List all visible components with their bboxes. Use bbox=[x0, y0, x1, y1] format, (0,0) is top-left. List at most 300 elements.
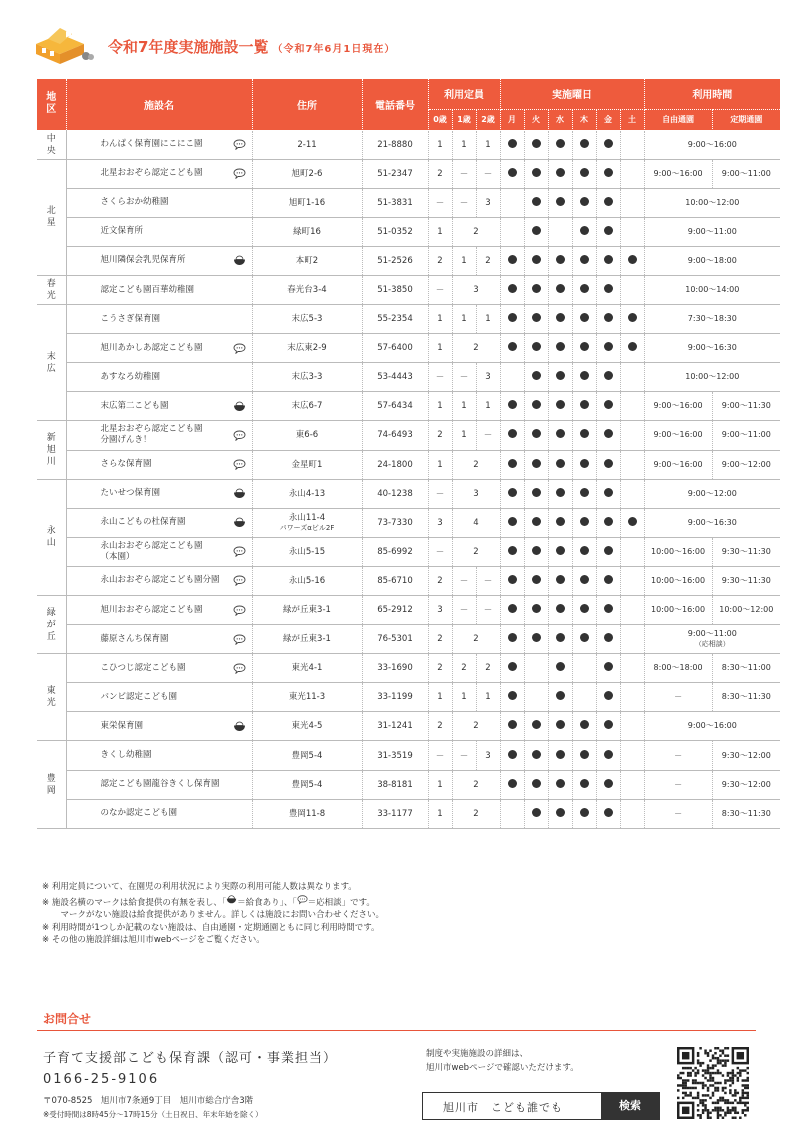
table-row bbox=[37, 334, 780, 363]
day-cell bbox=[548, 770, 572, 799]
day-cell bbox=[548, 479, 572, 508]
available-dot bbox=[628, 342, 637, 351]
day-cell bbox=[524, 363, 548, 392]
facility-address: 金星町1 bbox=[252, 450, 362, 479]
day-cell bbox=[500, 392, 524, 421]
facility-phone: 57-6400 bbox=[362, 334, 428, 363]
day-cell bbox=[500, 450, 524, 479]
available-dot bbox=[604, 546, 613, 555]
day-cell bbox=[572, 479, 596, 508]
meal-mark bbox=[227, 188, 252, 217]
meal-mark bbox=[227, 770, 252, 799]
meal-icon bbox=[226, 894, 237, 905]
available-dot bbox=[604, 255, 613, 264]
available-dot bbox=[556, 779, 565, 788]
day-cell bbox=[524, 596, 548, 625]
facility-phone: 51-0352 bbox=[362, 217, 428, 246]
cap-age-2: － bbox=[476, 159, 500, 188]
cap-age-0: 3 bbox=[428, 508, 452, 537]
day-cell bbox=[620, 566, 644, 595]
area-cell: 中央 bbox=[37, 130, 66, 159]
contact-address: 〒070-8525 旭川市7条通9丁目 旭川市総合庁舎3階 bbox=[43, 1096, 254, 1106]
col-days: 実施曜日 bbox=[500, 79, 644, 109]
day-cell bbox=[548, 683, 572, 712]
col-day-0: 月 bbox=[500, 109, 524, 130]
day-cell bbox=[620, 625, 644, 654]
day-cell bbox=[620, 508, 644, 537]
facility-phone: 38-8181 bbox=[362, 770, 428, 799]
time-regular: 9:00～11:00 bbox=[712, 159, 780, 188]
time-cell: 9:00～16:00 bbox=[644, 712, 780, 741]
available-dot bbox=[556, 342, 565, 351]
day-cell bbox=[500, 712, 524, 741]
day-cell bbox=[620, 334, 644, 363]
day-cell bbox=[524, 625, 548, 654]
consult-icon bbox=[233, 634, 246, 645]
cap-age-0: － bbox=[428, 275, 452, 304]
facility-name: 永山こどもの杜保育園 bbox=[66, 508, 227, 537]
consult-icon bbox=[297, 894, 308, 905]
time-cell: 10:00～14:00 bbox=[644, 275, 780, 304]
time-regular: 9:30～12:00 bbox=[712, 741, 780, 770]
cap-age-0: － bbox=[428, 479, 452, 508]
col-capacity: 利用定員 bbox=[428, 79, 500, 109]
available-dot bbox=[580, 779, 589, 788]
facility-name: さくらおか幼稚園 bbox=[66, 188, 227, 217]
cap-age-0: 2 bbox=[428, 566, 452, 595]
day-cell bbox=[596, 275, 620, 304]
meal-mark bbox=[227, 334, 252, 363]
area-cell: 永山 bbox=[37, 479, 66, 595]
day-cell bbox=[620, 654, 644, 683]
available-dot bbox=[508, 313, 517, 322]
day-cell bbox=[524, 188, 548, 217]
cap-age-1: － bbox=[452, 188, 476, 217]
available-dot bbox=[508, 662, 517, 671]
time-free: － bbox=[644, 799, 712, 828]
day-cell bbox=[524, 159, 548, 188]
available-dot bbox=[556, 488, 565, 497]
available-dot bbox=[532, 488, 541, 497]
available-dot bbox=[508, 575, 517, 584]
contact-hours: ※受付時間は8時45分～17時15分（土日祝日、年末年始を除く） bbox=[43, 1110, 263, 1119]
meal-mark bbox=[227, 246, 252, 275]
time-regular: 8:30～11:30 bbox=[712, 683, 780, 712]
area-cell: 新旭川 bbox=[37, 421, 66, 479]
available-dot bbox=[580, 313, 589, 322]
search-term: 旭川市 こども誰でも bbox=[443, 1101, 563, 1114]
table-row bbox=[37, 275, 780, 304]
day-cell bbox=[572, 421, 596, 450]
available-dot bbox=[556, 720, 565, 729]
cap-age-0: 2 bbox=[428, 246, 452, 275]
available-dot bbox=[580, 284, 589, 293]
day-cell bbox=[548, 275, 572, 304]
available-dot bbox=[508, 517, 517, 526]
meal-mark bbox=[227, 537, 252, 566]
meal-mark bbox=[227, 625, 252, 654]
day-cell bbox=[500, 217, 524, 246]
day-cell bbox=[500, 305, 524, 334]
available-dot bbox=[556, 517, 565, 526]
day-cell bbox=[572, 217, 596, 246]
col-name: 施設名 bbox=[66, 79, 252, 130]
cap-age-1: － bbox=[452, 566, 476, 595]
available-dot bbox=[604, 371, 613, 380]
time-free: － bbox=[644, 770, 712, 799]
col-day-4: 金 bbox=[596, 109, 620, 130]
facility-address: 旭町1-16 bbox=[252, 188, 362, 217]
note-4: ※ 利用時間が1つしか記載のない施設は、自由通園・定期通園ともに同じ利用時間です。 bbox=[42, 922, 380, 933]
cap-age-1-2: 2 bbox=[452, 334, 500, 363]
time-regular: 10:00～12:00 bbox=[712, 596, 780, 625]
consult-icon bbox=[233, 139, 246, 150]
cap-age-1-2: 4 bbox=[452, 508, 500, 537]
day-cell bbox=[596, 188, 620, 217]
day-cell bbox=[572, 566, 596, 595]
facility-address: 東光4-5 bbox=[252, 712, 362, 741]
meal-icon bbox=[233, 517, 246, 528]
cap-age-0: － bbox=[428, 188, 452, 217]
available-dot bbox=[580, 226, 589, 235]
cap-age-0: 2 bbox=[428, 159, 452, 188]
available-dot bbox=[556, 662, 565, 671]
cap-age-1: 1 bbox=[452, 305, 476, 334]
available-dot bbox=[532, 255, 541, 264]
title-date: （令和7年6月1日現在） bbox=[272, 44, 396, 55]
day-cell bbox=[500, 421, 524, 450]
day-cell bbox=[596, 508, 620, 537]
search-button[interactable]: 検索 bbox=[601, 1093, 659, 1119]
qr-code-icon[interactable] bbox=[677, 1047, 749, 1119]
col-cap-age-0: 0歳 bbox=[428, 109, 452, 130]
facility-address: 末広6-7 bbox=[252, 392, 362, 421]
facility-phone: 33-1177 bbox=[362, 799, 428, 828]
available-dot bbox=[604, 720, 613, 729]
facility-name: こひつじ認定こども園 bbox=[66, 654, 227, 683]
cap-age-1: － bbox=[452, 159, 476, 188]
facility-phone: 55-2354 bbox=[362, 305, 428, 334]
day-cell bbox=[548, 305, 572, 334]
available-dot bbox=[604, 400, 613, 409]
day-cell bbox=[620, 683, 644, 712]
day-cell bbox=[620, 741, 644, 770]
available-dot bbox=[604, 168, 613, 177]
meal-icon bbox=[233, 255, 246, 266]
available-dot bbox=[556, 400, 565, 409]
meal-mark bbox=[227, 741, 252, 770]
cap-age-1: － bbox=[452, 741, 476, 770]
available-dot bbox=[532, 313, 541, 322]
available-dot bbox=[508, 255, 517, 264]
day-cell bbox=[572, 159, 596, 188]
day-cell bbox=[572, 275, 596, 304]
time-regular: 8:30～11:00 bbox=[712, 654, 780, 683]
facility-name: たいせつ保育園 bbox=[66, 479, 227, 508]
available-dot bbox=[580, 546, 589, 555]
facility-phone: 51-2526 bbox=[362, 246, 428, 275]
available-dot bbox=[556, 313, 565, 322]
available-dot bbox=[532, 400, 541, 409]
area-cell: 末広 bbox=[37, 305, 66, 421]
available-dot bbox=[580, 575, 589, 584]
facility-phone: 85-6992 bbox=[362, 537, 428, 566]
table-row bbox=[37, 625, 780, 654]
day-cell bbox=[524, 537, 548, 566]
facility-name: 旭川おおぞら認定こども園 bbox=[66, 596, 227, 625]
cap-age-0: 2 bbox=[428, 421, 452, 450]
page-header bbox=[30, 22, 770, 66]
cap-age-1-2: 2 bbox=[452, 450, 500, 479]
notes bbox=[42, 881, 384, 947]
day-cell bbox=[548, 566, 572, 595]
day-cell bbox=[596, 683, 620, 712]
day-cell bbox=[596, 537, 620, 566]
cap-age-2: 3 bbox=[476, 363, 500, 392]
day-cell bbox=[572, 683, 596, 712]
available-dot bbox=[604, 429, 613, 438]
meal-mark bbox=[227, 712, 252, 741]
available-dot bbox=[556, 808, 565, 817]
contact-heading: お問合せ bbox=[43, 1012, 92, 1026]
day-cell bbox=[548, 799, 572, 828]
facility-address: 本町2 bbox=[252, 246, 362, 275]
facility-address: 緑が丘東3-1 bbox=[252, 596, 362, 625]
available-dot bbox=[556, 197, 565, 206]
time-free: 8:00～18:00 bbox=[644, 654, 712, 683]
facility-phone: 51-3831 bbox=[362, 188, 428, 217]
facility-address: 緑町16 bbox=[252, 217, 362, 246]
day-cell bbox=[524, 392, 548, 421]
area-cell: 春光 bbox=[37, 275, 66, 304]
day-cell bbox=[596, 596, 620, 625]
available-dot bbox=[508, 604, 517, 613]
day-cell bbox=[572, 625, 596, 654]
day-cell bbox=[524, 770, 548, 799]
available-dot bbox=[580, 808, 589, 817]
day-cell bbox=[596, 712, 620, 741]
cap-age-0: 1 bbox=[428, 334, 452, 363]
available-dot bbox=[604, 139, 613, 148]
table-row bbox=[37, 596, 780, 625]
available-dot bbox=[580, 720, 589, 729]
day-cell bbox=[524, 450, 548, 479]
day-cell bbox=[572, 741, 596, 770]
meal-mark bbox=[227, 421, 252, 450]
day-cell bbox=[500, 275, 524, 304]
time-regular: 9:00～11:00 bbox=[712, 421, 780, 450]
time-regular: 9:00～11:30 bbox=[712, 392, 780, 421]
time-regular: 9:00～12:00 bbox=[712, 450, 780, 479]
col-address: 住所 bbox=[252, 79, 362, 130]
cap-age-1-2: 3 bbox=[452, 479, 500, 508]
facility-address: 末広5-3 bbox=[252, 305, 362, 334]
day-cell bbox=[572, 770, 596, 799]
table-row bbox=[37, 363, 780, 392]
web-info-line2: 旭川市webページで確認いただけます。 bbox=[426, 1063, 579, 1073]
available-dot bbox=[628, 313, 637, 322]
time-cell: 10:00～12:00 bbox=[644, 363, 780, 392]
cap-age-1-2: 2 bbox=[452, 712, 500, 741]
facility-phone: 31-3519 bbox=[362, 741, 428, 770]
time-free: 9:00～16:00 bbox=[644, 159, 712, 188]
day-cell bbox=[572, 392, 596, 421]
facility-name: 永山おおぞら認定こども園分園 bbox=[66, 566, 227, 595]
col-time: 利用時間 bbox=[644, 79, 780, 109]
day-cell bbox=[548, 450, 572, 479]
available-dot bbox=[508, 459, 517, 468]
table-row bbox=[37, 305, 780, 334]
facility-phone: 24-1800 bbox=[362, 450, 428, 479]
facility-name: 東栄保育園 bbox=[66, 712, 227, 741]
day-cell bbox=[500, 130, 524, 159]
day-cell bbox=[500, 625, 524, 654]
facility-address: 永山11-4 パワーズαビル2F bbox=[252, 508, 362, 537]
available-dot bbox=[532, 720, 541, 729]
day-cell bbox=[548, 741, 572, 770]
day-cell bbox=[548, 421, 572, 450]
day-cell bbox=[500, 508, 524, 537]
day-cell bbox=[572, 596, 596, 625]
day-cell bbox=[620, 479, 644, 508]
meal-mark bbox=[227, 566, 252, 595]
day-cell bbox=[524, 246, 548, 275]
cap-age-0: 1 bbox=[428, 683, 452, 712]
day-cell bbox=[548, 508, 572, 537]
available-dot bbox=[532, 197, 541, 206]
day-cell bbox=[620, 275, 644, 304]
cap-age-1-2: 2 bbox=[452, 217, 500, 246]
table-row bbox=[37, 683, 780, 712]
table-row bbox=[37, 712, 780, 741]
time-free: 10:00～16:00 bbox=[644, 566, 712, 595]
cap-age-0: 1 bbox=[428, 217, 452, 246]
available-dot bbox=[604, 342, 613, 351]
web-info bbox=[426, 1047, 579, 1075]
time-free: 9:00～16:00 bbox=[644, 421, 712, 450]
cap-age-0: 2 bbox=[428, 712, 452, 741]
note-2: ※ 施設名横のマークは給食提供の有無を表し、「 ＝給食あり」、「 ＝応相談」です。 bbox=[42, 894, 384, 910]
col-phone: 電話番号 bbox=[362, 79, 428, 130]
day-cell bbox=[548, 217, 572, 246]
meal-mark bbox=[227, 130, 252, 159]
available-dot bbox=[556, 284, 565, 293]
cap-age-1: － bbox=[452, 363, 476, 392]
facility-address: 永山5-16 bbox=[252, 566, 362, 595]
day-cell bbox=[596, 566, 620, 595]
meal-mark bbox=[227, 159, 252, 188]
day-cell bbox=[572, 712, 596, 741]
available-dot bbox=[532, 459, 541, 468]
day-cell bbox=[500, 188, 524, 217]
table-row bbox=[37, 537, 780, 566]
facility-name: 認定こども園百華幼稚園 bbox=[66, 275, 227, 304]
available-dot bbox=[508, 284, 517, 293]
available-dot bbox=[604, 517, 613, 526]
consult-icon bbox=[233, 605, 246, 616]
table-row bbox=[37, 741, 780, 770]
facility-phone: 31-1241 bbox=[362, 712, 428, 741]
col-day-3: 木 bbox=[572, 109, 596, 130]
available-dot bbox=[508, 750, 517, 759]
available-dot bbox=[532, 342, 541, 351]
facility-address: 旭町2-6 bbox=[252, 159, 362, 188]
building-illustration-icon bbox=[30, 22, 96, 66]
day-cell bbox=[620, 421, 644, 450]
facility-phone: 33-1690 bbox=[362, 654, 428, 683]
day-cell bbox=[524, 479, 548, 508]
day-cell bbox=[548, 363, 572, 392]
day-cell bbox=[596, 770, 620, 799]
day-cell bbox=[524, 305, 548, 334]
available-dot bbox=[580, 517, 589, 526]
day-cell bbox=[524, 566, 548, 595]
facility-address: 末広東2-9 bbox=[252, 334, 362, 363]
available-dot bbox=[532, 517, 541, 526]
table-row bbox=[37, 654, 780, 683]
consult-icon bbox=[233, 546, 246, 557]
day-cell bbox=[548, 159, 572, 188]
cap-age-1-2: 2 bbox=[452, 625, 500, 654]
available-dot bbox=[556, 168, 565, 177]
day-cell bbox=[548, 188, 572, 217]
time-cell: 10:00～12:00 bbox=[644, 188, 780, 217]
day-cell bbox=[596, 159, 620, 188]
cap-age-2: － bbox=[476, 566, 500, 595]
available-dot bbox=[580, 604, 589, 613]
facility-phone: 57-6434 bbox=[362, 392, 428, 421]
table-row bbox=[37, 246, 780, 275]
table-row bbox=[37, 566, 780, 595]
facility-phone: 33-1199 bbox=[362, 683, 428, 712]
day-cell bbox=[572, 799, 596, 828]
available-dot bbox=[604, 662, 613, 671]
day-cell bbox=[500, 566, 524, 595]
facility-name: 藤原さんち保育園 bbox=[66, 625, 227, 654]
cap-age-2: 1 bbox=[476, 683, 500, 712]
meal-icon bbox=[233, 721, 246, 732]
day-cell bbox=[500, 654, 524, 683]
available-dot bbox=[604, 575, 613, 584]
cap-age-1: 1 bbox=[452, 421, 476, 450]
meal-mark bbox=[227, 305, 252, 334]
consult-icon bbox=[233, 343, 246, 354]
available-dot bbox=[580, 400, 589, 409]
col-cap-age-2: 2歳 bbox=[476, 109, 500, 130]
time-cell: 9:00～16:30 bbox=[644, 334, 780, 363]
contact-phone[interactable]: 0166-25-9106 bbox=[43, 1072, 160, 1087]
facility-address: 豊岡5-4 bbox=[252, 741, 362, 770]
meal-mark bbox=[227, 217, 252, 246]
available-dot bbox=[556, 459, 565, 468]
day-cell bbox=[548, 392, 572, 421]
time-free: 9:00～16:00 bbox=[644, 392, 712, 421]
cap-age-1-2: 3 bbox=[452, 275, 500, 304]
available-dot bbox=[532, 284, 541, 293]
search-box[interactable] bbox=[422, 1092, 660, 1120]
day-cell bbox=[620, 188, 644, 217]
facility-phone: 73-7330 bbox=[362, 508, 428, 537]
available-dot bbox=[580, 168, 589, 177]
day-cell bbox=[620, 392, 644, 421]
day-cell bbox=[572, 246, 596, 275]
facility-name: 北星おおぞら認定こども園 分園げんき！ bbox=[66, 421, 227, 450]
note-1: ※ 利用定員について、在園児の利用状況により実際の利用可能人数は異なります。 bbox=[42, 882, 357, 892]
available-dot bbox=[532, 575, 541, 584]
time-free: 10:00～16:00 bbox=[644, 537, 712, 566]
day-cell bbox=[596, 799, 620, 828]
day-cell bbox=[572, 450, 596, 479]
